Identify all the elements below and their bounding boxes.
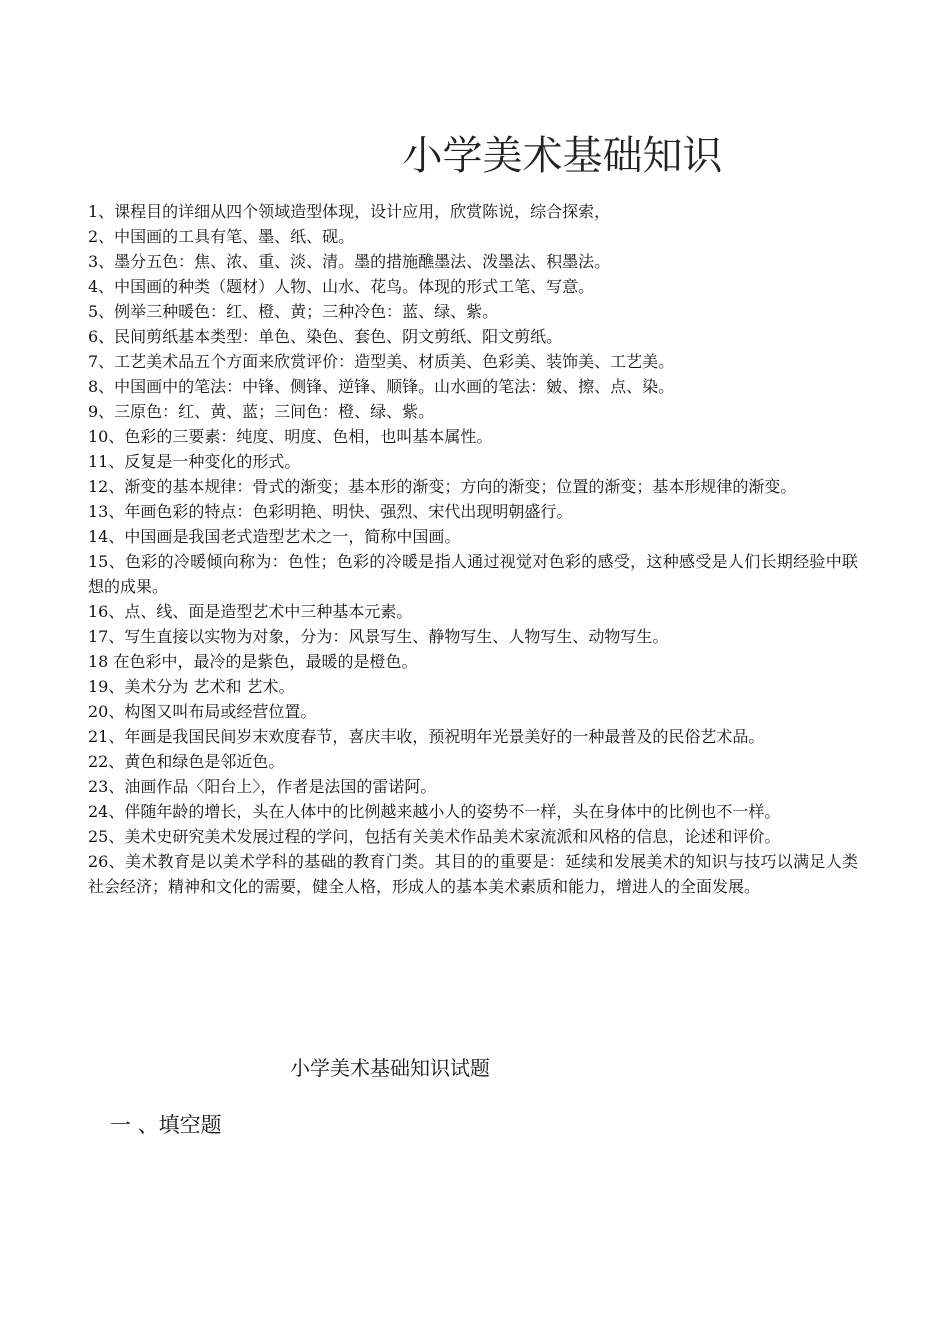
list-item: 2、中国画的工具有笔、墨、纸、砚。: [88, 227, 355, 246]
list-item: 19、美术分为 艺术和 艺术。: [88, 677, 295, 696]
list-item: 23、油画作品〈阳台上〉，作者是法国的雷诺阿。: [88, 777, 437, 796]
list-item: 9、三原色：红、黄、蓝；三间色：橙、绿、紫。: [88, 402, 435, 421]
list-item: 21、年画是我国民间岁末欢度春节，喜庆丰收，预祝明年光景美好的一种最普及的民俗艺术品。: [88, 727, 765, 746]
list-item: 26、美术教育是以美术学科的基础的教育门类。其目的的重要是：延续和发展美术的知识与技巧以满足人类社会经济；精神和文化的需要，健全人格，形成人的基本美术素质和能力，增进人的全面发展。: [88, 852, 858, 896]
list-item: 22、黄色和绿色是邻近色。: [88, 752, 285, 771]
list-item: 13、年画色彩的特点：色彩明艳、明快、强烈、宋代出现明朝盛行。: [88, 502, 573, 521]
list-item: 12、渐变的基本规律：骨式的渐变；基本形的渐变；方向的渐变；位置的渐变；基本形规律的渐变。: [88, 477, 797, 496]
knowledge-list: [88, 199, 858, 899]
list-item: 6、民间剪纸基本类型：单色、染色、套色、阴文剪纸、阳文剪纸。: [88, 327, 563, 346]
list-item: 20、构图又叫布局或经营位置。: [88, 702, 317, 721]
list-item: 18 在色彩中，最冷的是紫色，最暖的是橙色。: [88, 652, 418, 671]
list-item: 14、中国画是我国老式造型艺术之一，简称中国画。: [88, 527, 461, 546]
section-heading: 一 、填空题: [110, 1113, 222, 1137]
list-item: 15、色彩的冷暖倾向称为：色性；色彩的冷暖是指人通过视觉对色彩的感受，这种感受是人们长期经验中联想的成果。: [88, 552, 858, 596]
list-item: 3、墨分五色：焦、浓、重、淡、清。墨的措施醮墨法、泼墨法、积墨法。: [88, 252, 611, 271]
list-item: 4、中国画的种类（题材）人物、山水、花鸟。体现的形式工笔、写意。: [88, 277, 595, 296]
page-title: 小学美术基础知识: [402, 133, 723, 179]
list-item: 10、色彩的三要素：纯度、明度、色相，也叫基本属性。: [88, 427, 493, 446]
list-item: 1、课程目的详细从四个领域造型体现，设计应用，欣赏陈说，综合探索，: [88, 202, 611, 221]
list-item: 7、工艺美术品五个方面来欣赏评价：造型美、材质美、色彩美、装饰美、工艺美。: [88, 352, 675, 371]
list-item: 24、伴随年龄的增长，头在人体中的比例越来越小人的姿势不一样，头在身体中的比例也不一样。: [88, 802, 781, 821]
quiz-title: 小学美术基础知识试题: [290, 1056, 490, 1080]
list-item: 5、例举三种暖色：红、橙、黄；三种冷色：蓝、绿、紫。: [88, 302, 499, 321]
list-item: 25、美术史研究美术发展过程的学问，包括有关美术作品美术家流派和风格的信息，论述和评价。: [88, 827, 781, 846]
list-item: 8、中国画中的笔法：中锋、侧锋、逆锋、顺锋。山水画的笔法：皴、擦、点、染。: [88, 377, 675, 396]
list-item: 17、写生直接以实物为对象，分为：风景写生、静物写生、人物写生、动物写生。: [88, 627, 669, 646]
list-item: 11、反复是一种变化的形式。: [88, 452, 301, 471]
list-item: 16、点、线、面是造型艺术中三种基本元素。: [88, 602, 413, 621]
